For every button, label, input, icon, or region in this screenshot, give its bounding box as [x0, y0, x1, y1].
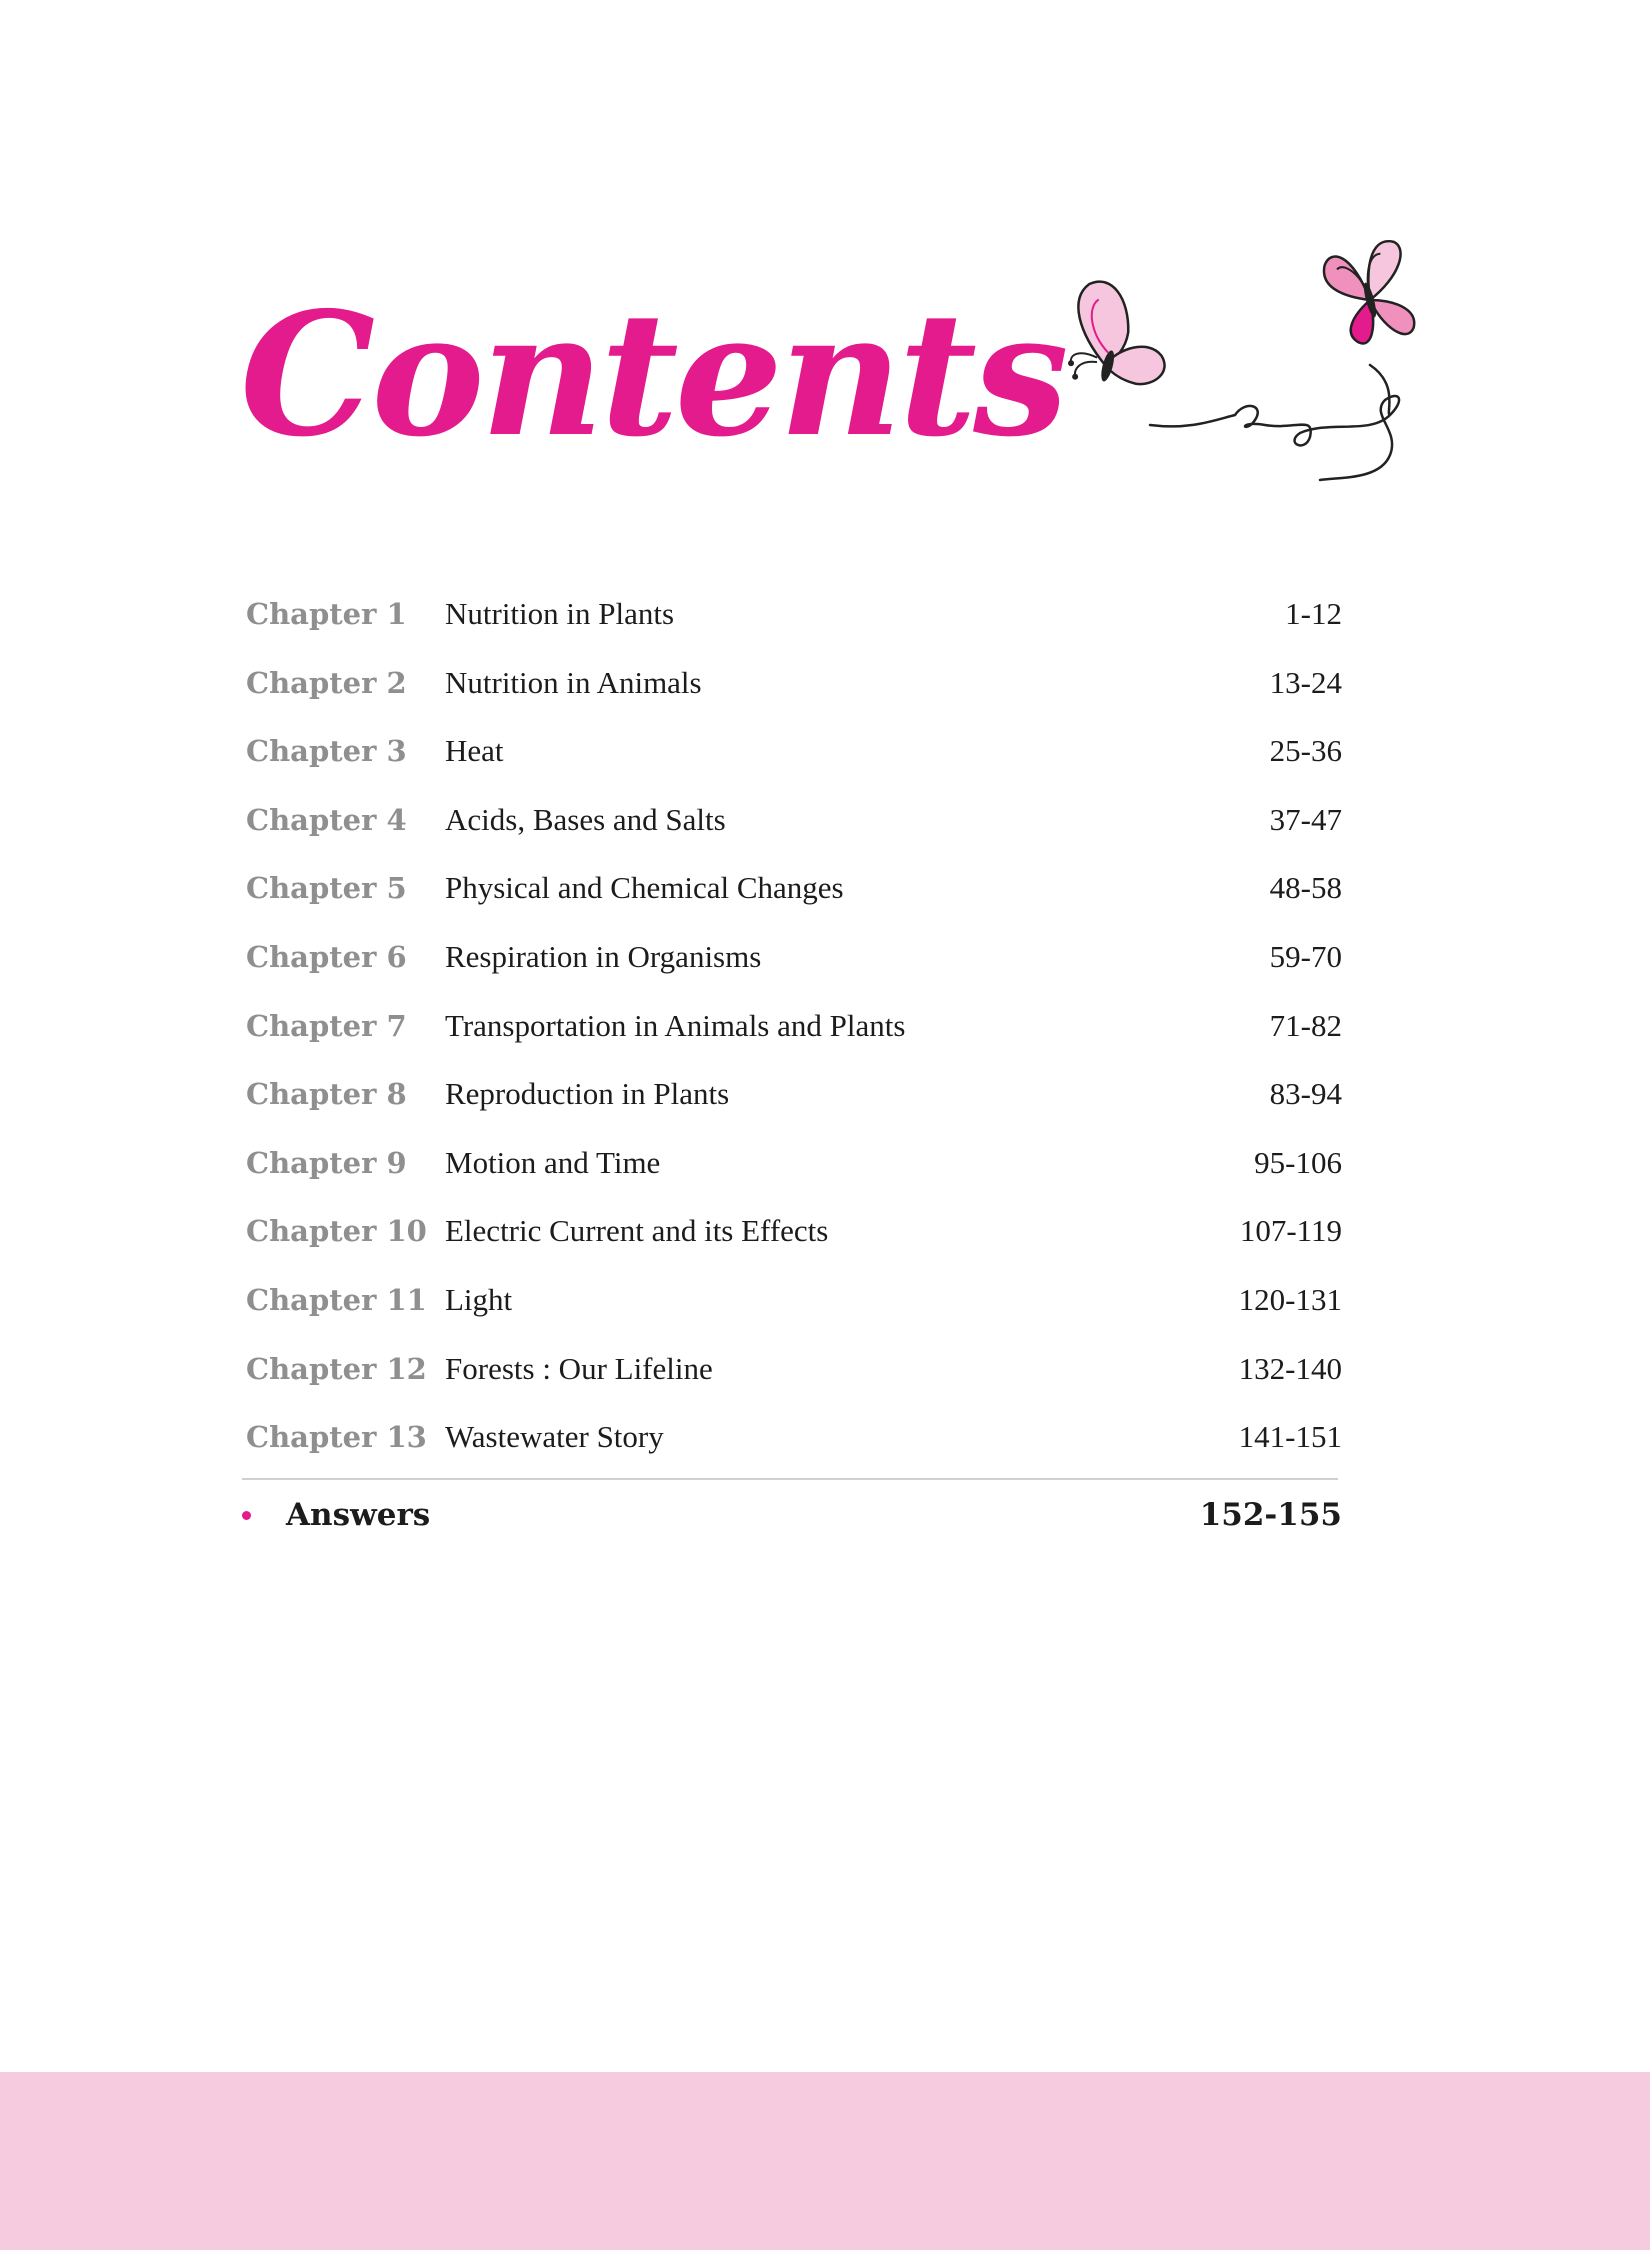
chapter-pages: 132-140 [1238, 1350, 1342, 1386]
chapter-pages: 25-36 [1269, 733, 1342, 769]
chapter-label: Chapter 5 [246, 871, 407, 906]
chapter-title[interactable]: Transportation in Animals and Plants [445, 1007, 906, 1043]
bullet-icon [242, 1511, 251, 1520]
toc-row[interactable] [246, 798, 1342, 867]
footer-band [0, 2072, 1650, 2250]
toc-row[interactable] [246, 729, 1342, 798]
chapter-title[interactable]: Acids, Bases and Salts [445, 801, 726, 837]
chapter-title[interactable]: Nutrition in Animals [445, 664, 702, 700]
chapter-title[interactable]: Physical and Chemical Changes [445, 870, 844, 906]
butterflies-icon [1040, 215, 1440, 495]
chapter-pages: 48-58 [1269, 870, 1342, 906]
chapter-pages: 37-47 [1269, 801, 1342, 837]
toc-row[interactable] [246, 1209, 1342, 1278]
chapter-title[interactable]: Heat [445, 733, 504, 769]
chapter-title[interactable]: Respiration in Organisms [445, 938, 762, 974]
chapter-label: Chapter 8 [246, 1077, 407, 1112]
chapter-pages: 1-12 [1285, 596, 1342, 631]
page-title: Contents [240, 275, 1065, 475]
toc-row[interactable] [246, 1004, 1342, 1073]
chapter-label: Chapter 12 [246, 1351, 427, 1386]
chapter-title[interactable]: Light [445, 1281, 513, 1317]
chapter-pages: 59-70 [1269, 938, 1342, 974]
answers-pages: 152-155 [1199, 1497, 1342, 1533]
chapter-label: Chapter 2 [246, 665, 407, 700]
chapter-label: Chapter 13 [246, 1420, 427, 1455]
chapter-label: Chapter 9 [246, 1145, 407, 1180]
chapter-title[interactable]: Forests : Our Lifeline [445, 1350, 713, 1386]
table-of-contents [246, 592, 1342, 1484]
toc-row[interactable] [246, 592, 1342, 661]
toc-row[interactable] [246, 866, 1342, 935]
chapter-label: Chapter 10 [246, 1214, 427, 1249]
chapter-label: Chapter 4 [246, 802, 407, 837]
toc-row[interactable] [246, 935, 1342, 1004]
chapter-pages: 95-106 [1254, 1144, 1342, 1180]
toc-row[interactable] [246, 1278, 1342, 1347]
chapter-title[interactable]: Nutrition in Plants [445, 596, 675, 631]
toc-divider [242, 1478, 1338, 1480]
chapter-label: Chapter 7 [246, 1008, 407, 1043]
chapter-title[interactable]: Motion and Time [445, 1144, 661, 1180]
chapter-label: Chapter 1 [246, 597, 407, 631]
chapter-title[interactable]: Wastewater Story [445, 1419, 664, 1455]
chapter-pages: 13-24 [1269, 664, 1342, 700]
chapter-pages: 71-82 [1269, 1007, 1342, 1043]
chapter-label: Chapter 11 [246, 1282, 427, 1317]
chapter-pages: 120-131 [1238, 1281, 1342, 1317]
toc-row[interactable] [246, 1141, 1342, 1210]
toc-row[interactable] [246, 1072, 1342, 1141]
chapter-pages: 141-151 [1238, 1419, 1342, 1455]
chapter-title[interactable]: Electric Current and its Effects [445, 1213, 829, 1249]
chapter-label: Chapter 3 [246, 734, 407, 769]
answers-label[interactable]: Answers [286, 1497, 431, 1533]
chapter-pages: 83-94 [1269, 1076, 1342, 1112]
chapter-pages: 107-119 [1239, 1213, 1342, 1249]
toc-row[interactable] [246, 1347, 1342, 1416]
toc-row[interactable] [246, 661, 1342, 730]
chapter-title[interactable]: Reproduction in Plants [445, 1076, 730, 1112]
answers-row[interactable] [242, 1490, 1342, 1540]
chapter-label: Chapter 6 [246, 939, 407, 974]
toc-row[interactable] [246, 1415, 1342, 1484]
